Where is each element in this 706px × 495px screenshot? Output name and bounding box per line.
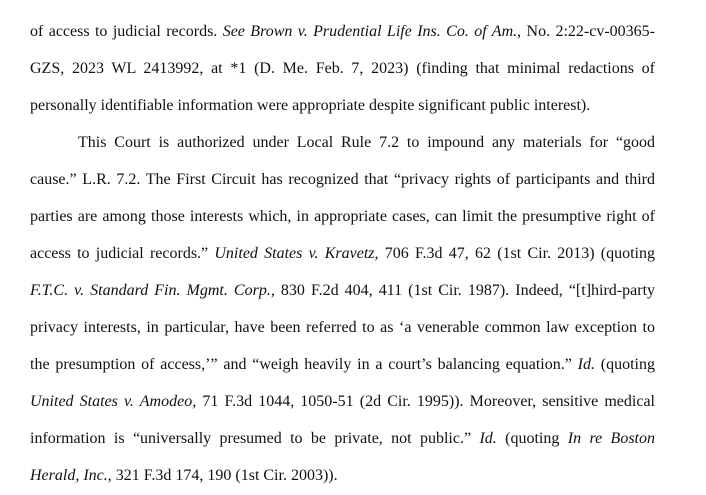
paragraph-2-line-1 <box>78 132 655 154</box>
text-segment: the presumption of access,’” and “weigh heavily in a court’s balancing equation.” <box>30 356 578 373</box>
text-segment: This Court is authorized under Local Rule 7.2 to impound any materials for “good <box>78 134 655 151</box>
case-citation: United States v. Kravetz, <box>214 245 379 262</box>
case-citation: United States v. Amodeo <box>30 393 193 410</box>
text-segment: (quoting <box>496 430 568 447</box>
paragraph-2-line-4 <box>30 243 655 265</box>
case-citation: See Brown v. Prudential Life Ins. Co. of Am. <box>222 23 518 40</box>
case-citation: In re Boston <box>567 430 655 447</box>
paragraph-1-line-3 <box>30 95 655 117</box>
text-segment: , 321 F.3d 174, 190 (1st Cir. 2003)). <box>107 467 338 484</box>
text-segment: 830 F.2d 404, 411 (1st Cir. 1987). Indeed, “[t]hird-party <box>274 282 656 299</box>
paragraph-1-line-1 <box>30 21 655 43</box>
paragraph-2-line-7 <box>30 354 655 376</box>
text-segment: cause.” L.R. 7.2. The First Circuit has recognized that “privacy rights of participants and third <box>30 171 655 188</box>
text-segment: access to judicial records.” <box>30 245 215 262</box>
text-segment: personally identifiable information were appropriate despite significant public interest). <box>30 97 591 114</box>
text-segment: (quoting <box>594 356 656 373</box>
paragraph-2-line-10 <box>30 465 655 487</box>
paragraph-2-line-3 <box>30 206 655 228</box>
paragraph-1-line-2 <box>30 58 655 80</box>
paragraph-2-line-5 <box>30 280 655 302</box>
paragraph-2-line-2 <box>30 169 655 191</box>
paragraph-2-line-9 <box>30 428 655 450</box>
paragraph-2-line-6 <box>30 317 655 339</box>
text-segment: privacy interests, in particular, have been referred to as ‘a venerable common law exception to <box>30 319 655 336</box>
case-citation: F.T.C. v. Standard Fin. Mgmt. Corp., <box>30 282 275 299</box>
text-segment: parties are among those interests which, in appropriate cases, can limit the presumptive right of <box>30 208 655 225</box>
text-segment: , No. 2:22-cv-00365- <box>517 23 656 40</box>
text-segment: , 71 F.3d 1044, 1050-51 (2d Cir. 1995)). Moreover, sensitive medical <box>192 393 655 410</box>
text-segment: 706 F.3d 47, 62 (1st Cir. 2013) (quoting <box>378 245 656 262</box>
paragraph-2-line-8 <box>30 391 655 413</box>
text-segment: of access to judicial records. <box>30 23 223 40</box>
text-segment: information is “universally presumed to be private, not public.” <box>30 430 480 447</box>
case-citation: Herald, Inc. <box>30 467 108 484</box>
id-citation: Id. <box>577 356 595 373</box>
id-citation: Id. <box>479 430 497 447</box>
text-segment: GZS, 2023 WL 2413992, at *1 (D. Me. Feb. 7, 2023) (finding that minimal redactions of <box>30 60 655 77</box>
